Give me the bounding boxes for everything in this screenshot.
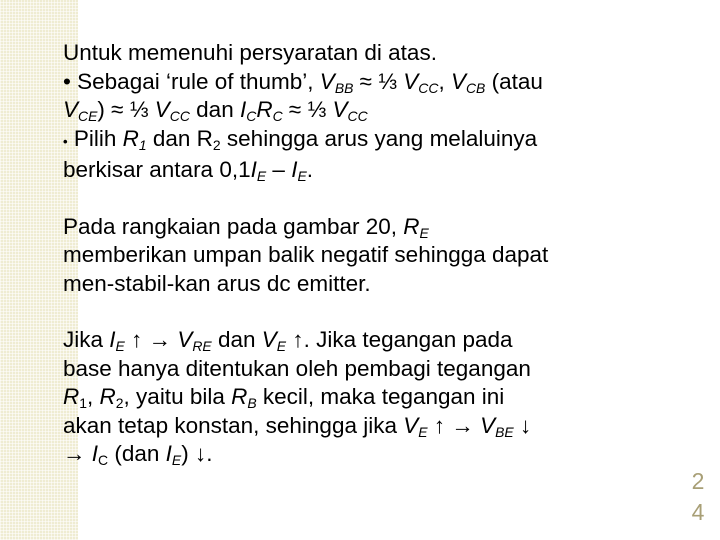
symbol-r: R: [99, 384, 116, 409]
text-run: Untuk memenuhi persyaratan di atas.: [63, 40, 437, 65]
text-run: ↓: [513, 412, 532, 438]
text-run: base hanya ditentukan oleh pembagi tegangan: [63, 355, 531, 381]
subscript: E: [115, 337, 125, 354]
symbol-i: I: [91, 441, 99, 466]
symbol-r: R: [256, 97, 273, 122]
symbol-v: V: [480, 412, 496, 438]
symbol-v: V: [319, 68, 335, 94]
subscript: BE: [495, 423, 514, 440]
subscript: E: [297, 167, 307, 184]
subscript: E: [256, 167, 267, 184]
symbol-v: V: [177, 327, 193, 352]
text-line: [63, 39, 678, 68]
subscript: CC: [347, 107, 368, 124]
subscript: 2: [115, 394, 124, 411]
text-run: ≈ ⅓: [282, 97, 333, 122]
text-run: Pilih: [67, 125, 123, 151]
text-line: [63, 68, 678, 97]
subscript: BB: [334, 79, 354, 96]
subscript: B: [247, 394, 257, 411]
subscript: 2: [212, 136, 221, 153]
text-line: [63, 125, 678, 157]
paragraph-requirements: [63, 39, 678, 185]
subscript: CE: [78, 107, 98, 124]
subscript: E: [419, 224, 429, 241]
symbol-i: I: [109, 327, 116, 352]
paragraph-feedback: [63, 213, 678, 299]
text-line: [63, 326, 678, 355]
text-run: men-stabil-kan arus dc emitter.: [63, 270, 371, 296]
symbol-i: I: [165, 441, 172, 466]
text-line: [63, 412, 678, 441]
text-run: .: [306, 157, 314, 182]
text-run: →: [63, 441, 92, 466]
text-run: –: [266, 157, 292, 182]
page-number-digit: 4: [691, 499, 705, 525]
subscript: 1: [79, 394, 88, 411]
text-run: sehingga arus yang melaluinya: [220, 125, 538, 151]
paragraph-voltage-divider: [63, 326, 678, 469]
text-line: [63, 355, 678, 384]
symbol-v: V: [154, 97, 170, 122]
text-run: ,: [87, 384, 100, 409]
subscript: E: [276, 337, 287, 354]
subscript: CC: [169, 107, 190, 124]
symbol-r: R: [403, 213, 420, 239]
symbol-v: V: [403, 68, 419, 94]
text-run: Sebagai ‘rule of thumb’,: [70, 68, 320, 94]
text-run: Pada rangkaian pada gambar 20,: [63, 213, 404, 239]
text-line: [63, 383, 678, 412]
text-line: [63, 156, 678, 185]
text-run: kecil, maka tegangan ini: [256, 384, 505, 409]
text-run: berkisar antara 0,1: [63, 157, 251, 182]
text-run: ≈ ⅓: [353, 68, 404, 94]
text-run: ↑ →: [124, 327, 178, 352]
subscript: E: [418, 423, 428, 440]
subscript: RE: [192, 337, 212, 354]
text-line: [63, 270, 678, 299]
text-run: dan R: [146, 125, 213, 151]
text-run: Jika: [63, 327, 110, 352]
text-line: [63, 440, 678, 469]
text-run: akan tetap konstan, sehingga jika: [63, 412, 404, 438]
symbol-r: R: [122, 125, 139, 151]
subscript: C: [98, 451, 109, 468]
bullet: •: [63, 133, 68, 149]
slide-body: [63, 39, 678, 469]
subscript: 1: [138, 136, 147, 153]
symbol-v: V: [403, 412, 419, 438]
text-run: (dan: [108, 441, 166, 466]
text-run: ↑ →: [427, 412, 481, 438]
symbol-i: I: [250, 157, 257, 182]
subscript: CC: [418, 79, 439, 96]
text-run: dan: [211, 327, 262, 352]
paragraph-gap: [63, 185, 678, 213]
text-line: [63, 241, 678, 270]
text-run: (atau: [485, 68, 543, 94]
text-run: dan: [189, 97, 240, 122]
bullet: •: [63, 68, 71, 94]
text-run: ,: [438, 68, 451, 94]
page-number: [686, 466, 710, 528]
subscript: C: [246, 107, 257, 124]
page-number-digit: 2: [691, 468, 705, 494]
symbol-i: I: [291, 157, 298, 182]
paragraph-gap: [63, 298, 678, 326]
text-line: [63, 96, 678, 125]
symbol-v: V: [332, 97, 348, 122]
subscript: CB: [465, 79, 486, 96]
subscript: C: [272, 107, 283, 124]
text-run: ) ≈ ⅓: [97, 97, 155, 122]
subscript: E: [171, 451, 182, 468]
text-line: [63, 213, 678, 242]
symbol-v: V: [450, 68, 466, 94]
text-run: memberikan umpan balik negatif sehingga dapat: [63, 242, 549, 267]
text-run: , yaitu bila: [123, 384, 232, 409]
symbol-r: R: [63, 384, 80, 409]
text-run: ↑. Jika tegangan pada: [286, 327, 513, 352]
symbol-v: V: [261, 327, 277, 352]
symbol-v: V: [63, 97, 79, 122]
text-run: ) ↓.: [181, 441, 213, 466]
symbol-i: I: [239, 97, 247, 122]
symbol-r: R: [231, 384, 248, 409]
